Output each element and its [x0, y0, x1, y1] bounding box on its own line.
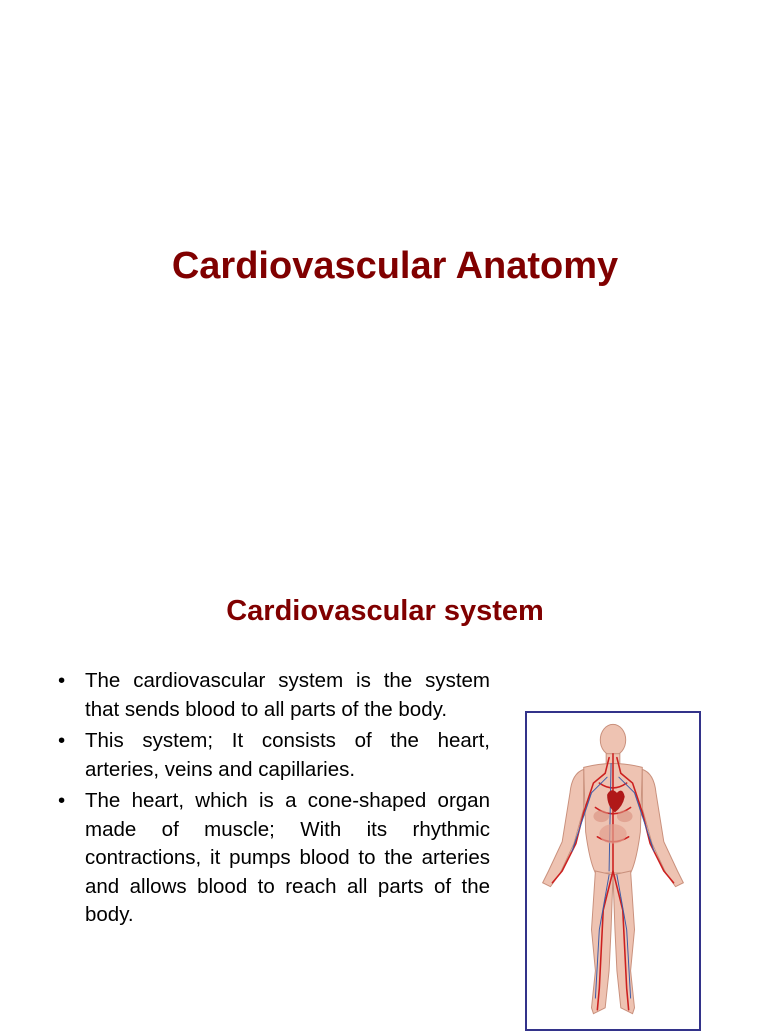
bullet-marker: •: [58, 729, 66, 752]
section-heading: Cardiovascular system: [226, 595, 544, 627]
bullet-marker: •: [58, 669, 66, 692]
anatomy-figure-frame: [525, 711, 701, 1031]
bullet-item: [58, 787, 490, 930]
bullet-text: The cardiovascular system is the system that sends blood to all parts of the body.: [85, 669, 490, 721]
bullet-item: [58, 667, 490, 724]
bullet-item: [58, 727, 490, 784]
bullet-text: This system; It consists of the heart, arteries, veins and capillaries.: [85, 729, 490, 781]
bullet-marker: •: [58, 789, 66, 812]
slide-title: Cardiovascular Anatomy: [171, 245, 619, 287]
human-circulatory-system-illustration: [527, 713, 699, 1029]
bullet-text: The heart, which is a cone-shaped organ made of muscle; With its rhythmic contractions, it pumps blood to the arteries and allows blood to reach all parts of the body.: [85, 789, 490, 926]
bullet-list: [58, 667, 490, 933]
